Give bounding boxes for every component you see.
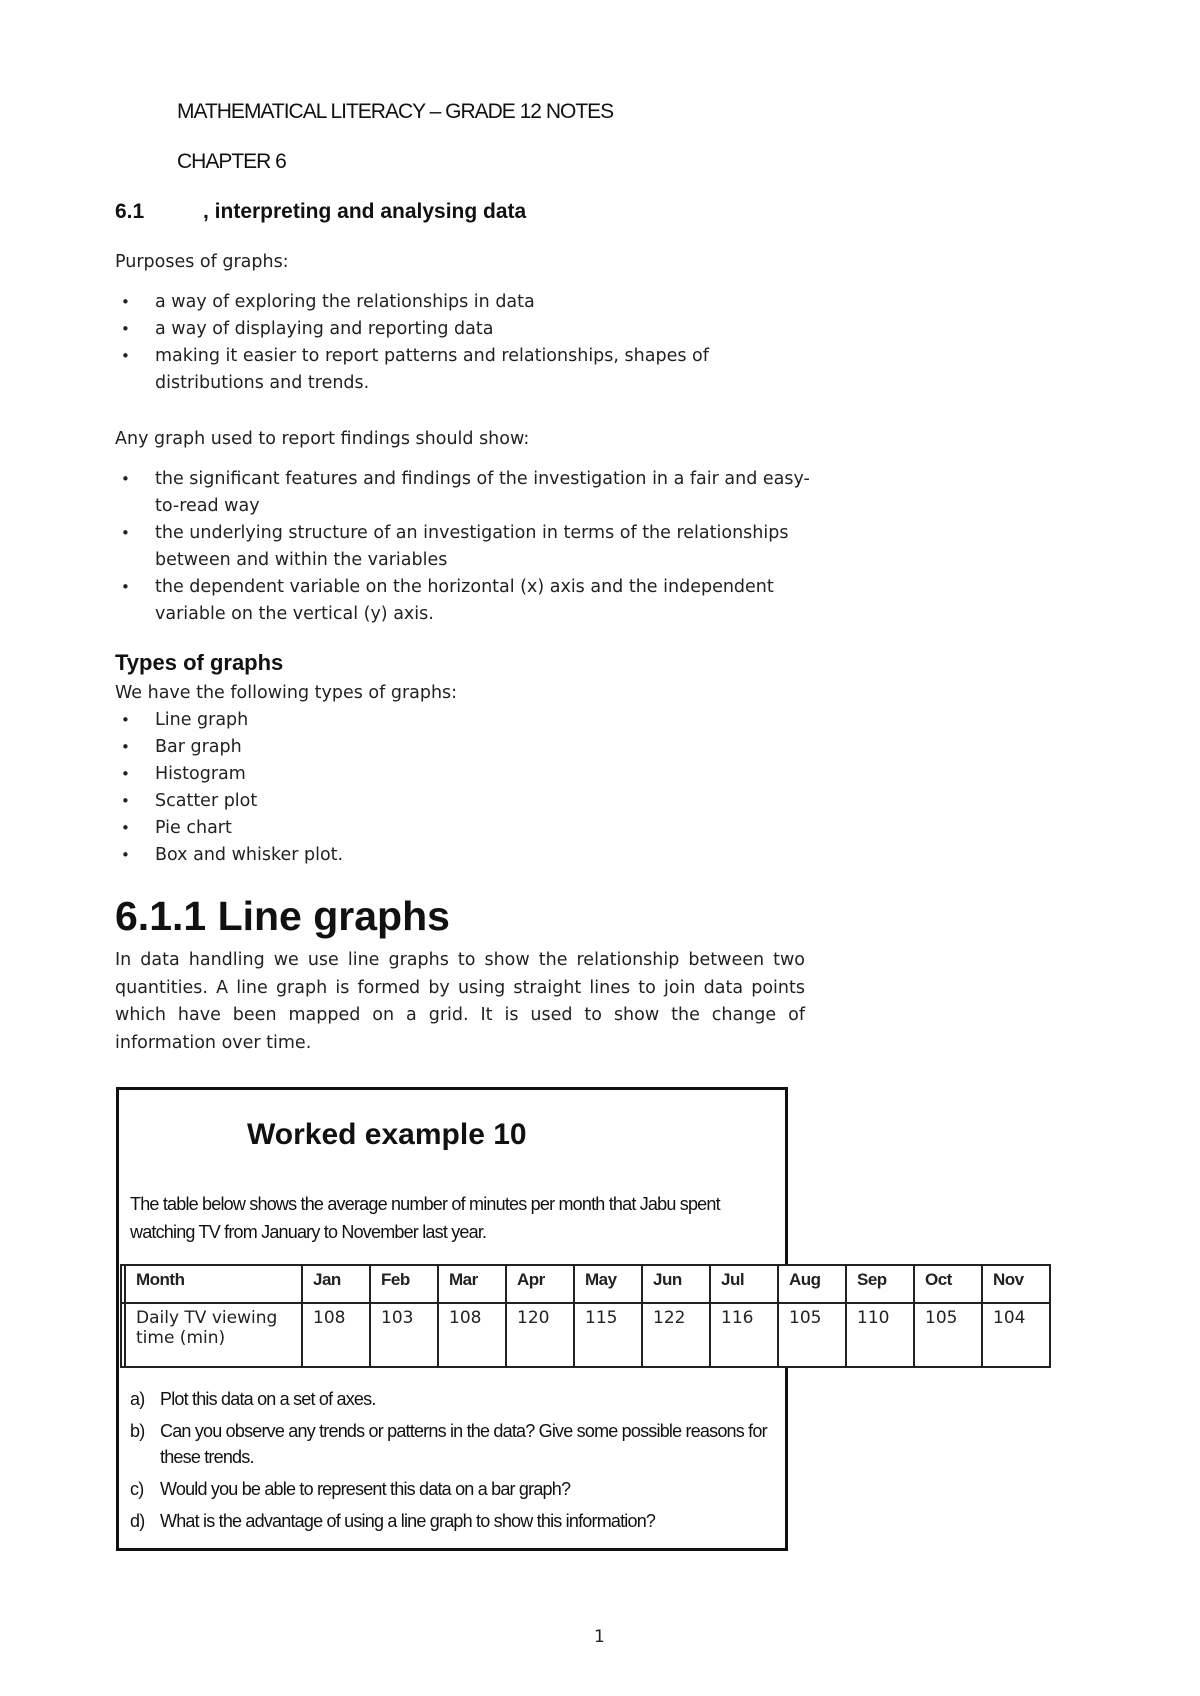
list-item: • Bar graph xyxy=(115,734,615,761)
question-label: b) xyxy=(130,1421,145,1441)
chapter-label: CHAPTER 6 xyxy=(177,150,286,173)
question-list xyxy=(130,1386,770,1540)
findings-intro: Any graph used to report findings should show: xyxy=(115,429,530,449)
value-cell: 108 xyxy=(302,1303,370,1367)
list-item: • making it easier to report patterns and relationships, shapes of distributions and trends. xyxy=(115,343,775,397)
purposes-list xyxy=(115,289,775,397)
row-label: Daily TV viewing time (min) xyxy=(125,1303,302,1367)
table-header-row xyxy=(121,1265,1050,1303)
list-item: • Box and whisker plot. xyxy=(115,842,615,869)
month-cell: Sep xyxy=(846,1265,914,1303)
list-item: • the dependent variable on the horizontal (x) axis and the independent variable on the vertical (y) axis. xyxy=(115,574,815,628)
section-number: 6.1 xyxy=(115,200,145,223)
types-list xyxy=(115,707,615,869)
question-item xyxy=(130,1508,770,1534)
value-cell: 115 xyxy=(574,1303,642,1367)
month-cell: Mar xyxy=(438,1265,506,1303)
types-heading: Types of graphs xyxy=(115,650,284,675)
value-cell: 116 xyxy=(710,1303,778,1367)
month-cell: Feb xyxy=(370,1265,438,1303)
list-item: • the significant features and findings of the investigation in a fair and easy-to-read way xyxy=(115,466,815,520)
section-title: , interpreting and analysing data xyxy=(203,200,527,223)
value-cell: 108 xyxy=(438,1303,506,1367)
value-cell: 105 xyxy=(778,1303,846,1367)
question-item xyxy=(130,1476,770,1502)
list-item: • Pie chart xyxy=(115,815,615,842)
question-label: c) xyxy=(130,1479,144,1499)
worked-example-title: Worked example 10 xyxy=(247,1118,527,1151)
month-cell: Aug xyxy=(778,1265,846,1303)
question-text: What is the advantage of using a line graph to show this information? xyxy=(160,1511,656,1531)
list-item: • a way of exploring the relationships in data xyxy=(115,289,775,316)
table-row xyxy=(121,1303,1050,1367)
month-cell: Jun xyxy=(642,1265,710,1303)
list-item: • a way of displaying and reporting data xyxy=(115,316,775,343)
question-text: Can you observe any trends or patterns in the data? Give some possible reasons for these trends. xyxy=(160,1421,767,1467)
question-text: Would you be able to represent this data on a bar graph? xyxy=(160,1479,571,1499)
header-label: Month xyxy=(125,1265,302,1303)
month-cell: Nov xyxy=(982,1265,1050,1303)
value-cell: 110 xyxy=(846,1303,914,1367)
question-item xyxy=(130,1418,770,1470)
list-item: • the underlying structure of an investigation in terms of the relationships between and within the variables xyxy=(115,520,815,574)
list-item: • Histogram xyxy=(115,761,615,788)
page-number: 1 xyxy=(594,1627,605,1647)
list-item: • Scatter plot xyxy=(115,788,615,815)
month-cell: Oct xyxy=(914,1265,982,1303)
types-intro: We have the following types of graphs: xyxy=(115,683,458,703)
findings-list xyxy=(115,466,815,628)
section-heading xyxy=(115,200,526,224)
value-cell: 122 xyxy=(642,1303,710,1367)
value-cell: 105 xyxy=(914,1303,982,1367)
worked-example-intro: The table below shows the average number of minutes per month that Jabu spent watching TV from January to November last year. xyxy=(130,1194,720,1242)
value-cell: 103 xyxy=(370,1303,438,1367)
month-cell: Apr xyxy=(506,1265,574,1303)
question-item xyxy=(130,1386,770,1412)
value-cell: 120 xyxy=(506,1303,574,1367)
list-item: • Line graph xyxy=(115,707,615,734)
month-cell: Jul xyxy=(710,1265,778,1303)
month-cell: Jan xyxy=(302,1265,370,1303)
document-header: MATHEMATICAL LITERACY – GRADE 12 NOTES xyxy=(177,100,614,123)
tv-viewing-table xyxy=(120,1264,1051,1368)
question-text: Plot this data on a set of axes. xyxy=(160,1389,376,1409)
line-graphs-text: In data handling we use line graphs to show the relationship between two quantities. A line graph is formed by using straight lines to join data points which have been mapped on a grid. It is used to show the change of information over time. xyxy=(115,950,805,1053)
question-label: a) xyxy=(130,1389,145,1409)
value-cell: 104 xyxy=(982,1303,1050,1367)
month-cell: May xyxy=(574,1265,642,1303)
line-graphs-heading: 6.1.1 Line graphs xyxy=(115,893,450,939)
question-label: d) xyxy=(130,1511,145,1531)
purposes-intro: Purposes of graphs: xyxy=(115,252,289,272)
